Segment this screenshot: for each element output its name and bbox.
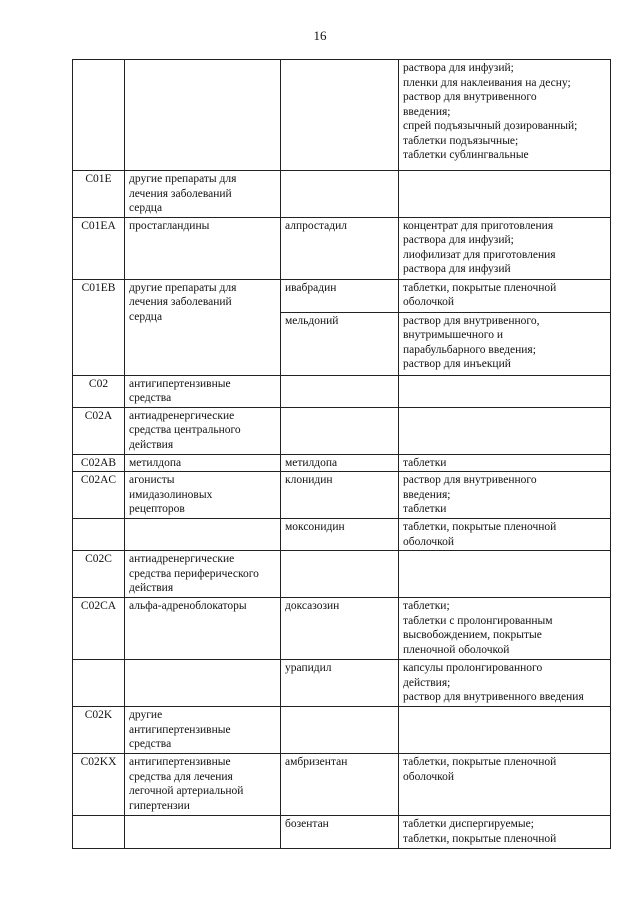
atc-code-cell: C02KX (73, 754, 125, 816)
table-row (73, 472, 611, 519)
drug-name-cell (281, 375, 399, 407)
table-row (73, 754, 611, 816)
table-row (73, 171, 611, 218)
atc-group-cell: альфа-адреноблокаторы (125, 598, 281, 660)
drug-name-cell (281, 551, 399, 598)
atc-code-cell: C02 (73, 375, 125, 407)
drug-name-cell (281, 407, 399, 454)
drug-name-cell (281, 171, 399, 218)
atc-code-cell (73, 816, 125, 849)
atc-group-cell: простагландины (125, 217, 281, 279)
table-row (73, 375, 611, 407)
table-row (73, 60, 611, 171)
atc-code-cell: C01EA (73, 217, 125, 279)
atc-group-cell: другие антигипертензивные средства (125, 707, 281, 754)
atc-code-cell: C01E (73, 171, 125, 218)
drug-name-cell: амбризентан (281, 754, 399, 816)
atc-code-cell: C02AB (73, 454, 125, 472)
atc-group-cell: антиадренергические средства центрального действия (125, 407, 281, 454)
drug-name-cell: клонидин (281, 472, 399, 519)
table-row (73, 660, 611, 707)
dosage-form-cell (399, 707, 611, 754)
dosage-form-cell: концентрат для приготовления раствора для инфузий; лиофилизат для приготовления раствора для инфузий (399, 217, 611, 279)
dosage-form-cell: таблетки, покрытые пленочной оболочкой (399, 519, 611, 551)
dosage-form-cell: раствора для инфузий; пленки для наклеивания на десну; раствор для внутривенного введения; спрей подъязычный дозированный; таблетки подъязычные; таблетки сублингвальные (399, 60, 611, 171)
atc-group-cell: антигипертензивные средства для лечения легочной артериальной гипертензии (125, 754, 281, 816)
atc-group-cell (125, 519, 281, 551)
dosage-form-cell: таблетки, покрытые пленочной оболочкой (399, 279, 611, 312)
table-row (73, 707, 611, 754)
table-row (73, 454, 611, 472)
atc-group-cell (125, 660, 281, 707)
dosage-form-cell: таблетки диспергируемые; таблетки, покрытые пленочной (399, 816, 611, 849)
atc-group-cell: агонисты имидазолиновых рецепторов (125, 472, 281, 519)
dosage-form-cell: раствор для внутривенного введения; таблетки (399, 472, 611, 519)
atc-code-cell (73, 60, 125, 171)
dosage-form-cell (399, 551, 611, 598)
table-row (73, 519, 611, 551)
drug-name-cell: метилдопа (281, 454, 399, 472)
atc-code-cell (73, 519, 125, 551)
drug-name-cell: моксонидин (281, 519, 399, 551)
drug-name-cell: мельдоний (281, 312, 399, 375)
dosage-form-cell (399, 375, 611, 407)
drug-name-cell: алпростадил (281, 217, 399, 279)
table-row (73, 407, 611, 454)
atc-code-cell: C02CA (73, 598, 125, 660)
table-row (73, 279, 611, 312)
drug-name-cell (281, 707, 399, 754)
drug-name-cell: ивабрадин (281, 279, 399, 312)
atc-group-cell: метилдопа (125, 454, 281, 472)
atc-code-cell: C02A (73, 407, 125, 454)
table-row (73, 551, 611, 598)
atc-group-cell (125, 60, 281, 171)
atc-group-cell: антигипертензивные средства (125, 375, 281, 407)
table-row (73, 598, 611, 660)
atc-code-cell: C01EB (73, 279, 125, 375)
drug-name-cell: урапидил (281, 660, 399, 707)
atc-code-cell: C02K (73, 707, 125, 754)
atc-code-cell: C02AC (73, 472, 125, 519)
atc-group-cell (125, 816, 281, 849)
page-number: 16 (313, 28, 327, 43)
atc-code-cell (73, 660, 125, 707)
dosage-form-cell: таблетки, покрытые пленочной оболочкой (399, 754, 611, 816)
table-row (73, 217, 611, 279)
dosage-form-cell (399, 171, 611, 218)
drug-name-cell: бозентан (281, 816, 399, 849)
dosage-form-cell: таблетки; таблетки с пролонгированным высвобождением, покрытые пленочной оболочкой (399, 598, 611, 660)
atc-group-cell: антиадренергические средства периферического действия (125, 551, 281, 598)
dosage-form-cell: раствор для внутривенного, внутримышечного и парабульбарного введения; раствор для инъекций (399, 312, 611, 375)
atc-group-cell: другие препараты для лечения заболеваний сердца (125, 279, 281, 375)
drug-name-cell: доксазозин (281, 598, 399, 660)
drug-name-cell (281, 60, 399, 171)
dosage-form-cell: таблетки (399, 454, 611, 472)
dosage-form-cell: капсулы пролонгированного действия; раствор для внутривенного введения (399, 660, 611, 707)
table-row (73, 816, 611, 849)
dosage-form-cell (399, 407, 611, 454)
atc-code-cell: C02C (73, 551, 125, 598)
atc-group-cell: другие препараты для лечения заболеваний сердца (125, 171, 281, 218)
medication-table (72, 59, 611, 849)
